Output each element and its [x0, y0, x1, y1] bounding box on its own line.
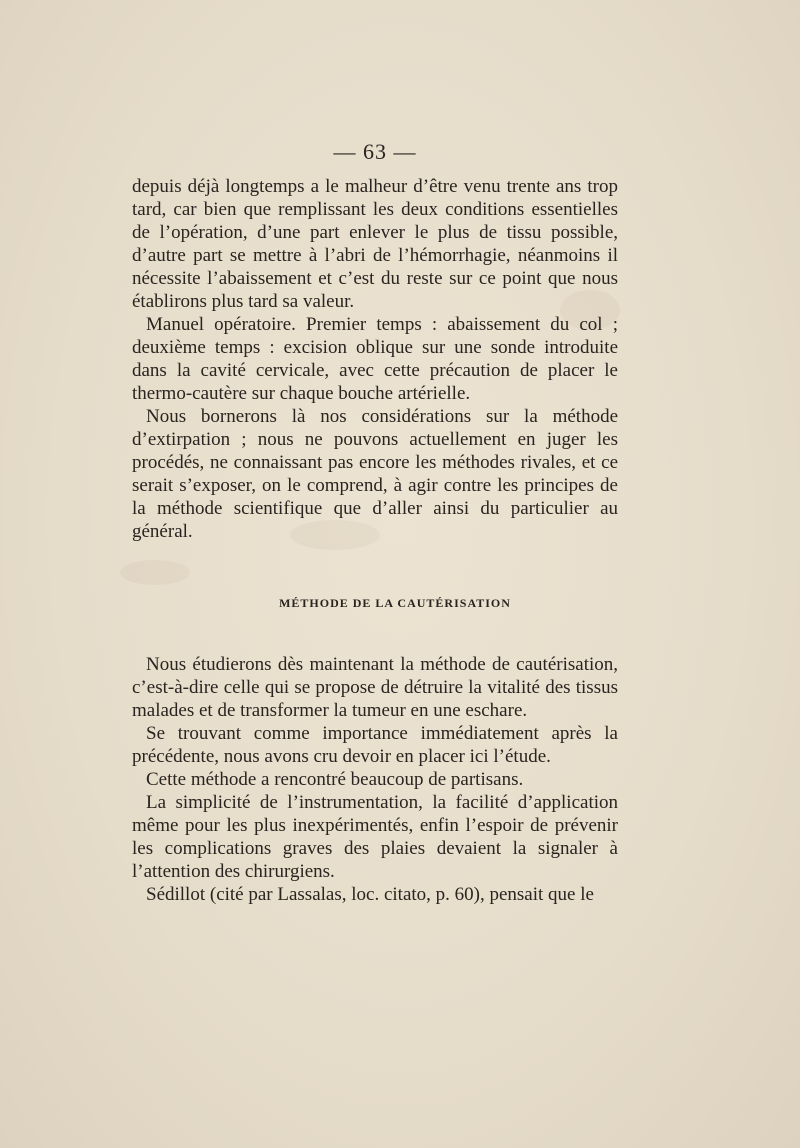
page-number: — 63 —	[333, 139, 417, 164]
paragraph: Nous bornerons là nos considérations sur la méthode d’extirpation ; nous ne pouvons actuellement en juger les procédés, ne connaissant pas encore les méthodes rivales, et ce serait s’exposer, on le comprend, à agir contre les principes de la méthode scientifique que d’aller ainsi du particulier au général.	[132, 406, 618, 542]
section-heading: MÉTHODE DE LA CAUTÉRISATION	[279, 596, 511, 610]
paragraph: Sédillot (cité par Lassalas, loc. citato, p. 60), pensait que le	[146, 884, 594, 905]
paragraph: Cette méthode a rencontré beaucoup de partisans.	[146, 769, 524, 790]
paragraph: Manuel opératoire. Premier temps : abaissement du col ; deuxième temps : excision oblique sur une sonde introduite dans la cavité cervicale, avec cette précaution de placer le thermo-cautère sur chaque bouche artérielle.	[132, 314, 618, 404]
paragraph: La simplicité de l’instrumentation, la facilité d’application même pour les plus inexpérimentés, enfin l’espoir de prévenir les complications graves des plaies devaient la signaler à l’attention des chirurgiens.	[132, 792, 618, 882]
paragraph: depuis déjà longtemps a le malheur d’être venu trente ans trop tard, car bien que remplissant les deux conditions essentielles de l’opération, d’une part enlever le plus de tissu possible, d’autre part se mettre à l’abri de l’hémorrhagie, néanmoins il nécessite l’abaissement et c’est du reste sur ce point que nous établirons plus tard sa valeur.	[132, 176, 618, 312]
page-text	[132, 140, 618, 906]
paragraph: Se trouvant comme importance immédiatement après la précédente, nous avons cru devoir en placer ici l’étude.	[132, 723, 618, 767]
paragraph: Nous étudierons dès maintenant la méthode de cautérisation, c’est-à-dire celle qui se propose de détruire la vitalité des tissus malades et de transformer la tumeur en une eschare.	[132, 654, 618, 721]
